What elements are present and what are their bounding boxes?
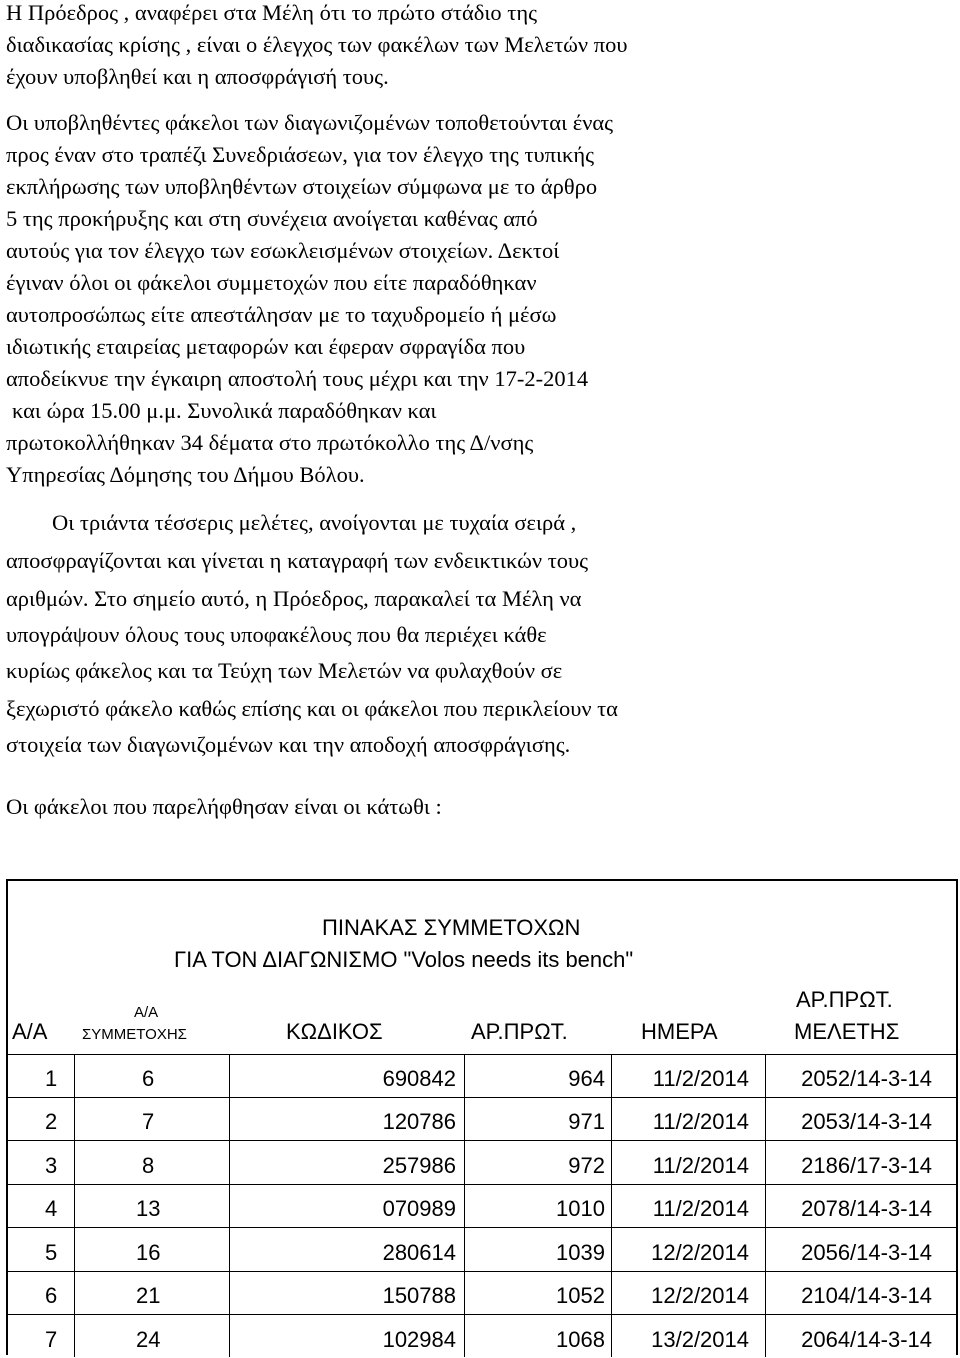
cell-imera: 12/2/2014 xyxy=(651,1283,749,1308)
cell-kodikos: 150788 xyxy=(382,1283,456,1308)
cell-aa-symmetoxis: 8 xyxy=(142,1153,155,1178)
cell-aa: 2 xyxy=(45,1109,58,1134)
cell-imera: 11/2/2014 xyxy=(652,1066,749,1091)
text-line: και ώρα 15.00 μ.μ. Συνολικά παραδόθηκαν και xyxy=(12,398,437,423)
text-line: Οι υποβληθέντες φάκελοι των διαγωνιζομένων τοποθετούνται ένας xyxy=(6,110,614,135)
cell-aa-symmetoxis: 6 xyxy=(142,1066,155,1091)
cell-ar-prot: 972 xyxy=(568,1153,605,1178)
cell-aa-symmetoxis: 21 xyxy=(136,1283,161,1308)
text-line: έχουν υποβληθεί και η αποσφράγισή τους. xyxy=(6,64,389,89)
text-line: κυρίως φάκελος και τα Τεύχη των Μελετών να φυλαχθούν σε xyxy=(6,658,563,683)
text-line: υπογράψουν όλους τους υποφακέλους που θα περιέχει κάθε xyxy=(6,622,547,647)
header-aa: Α/Α xyxy=(12,1019,48,1044)
cell-imera: 11/2/2014 xyxy=(652,1109,749,1134)
cell-kodikos: 070989 xyxy=(382,1196,456,1221)
cell-kodikos: 257986 xyxy=(382,1153,456,1178)
cell-kodikos: 280614 xyxy=(382,1240,456,1265)
cell-imera: 11/2/2014 xyxy=(652,1196,749,1221)
cell-ar-prot: 1010 xyxy=(556,1196,605,1221)
cell-ar-prot-meletis: 2056/14-3-14 xyxy=(801,1240,932,1265)
text-line: αυτοπροσώπως είτε απεστάλησαν με το ταχυδρομείο ή μέσω xyxy=(6,302,557,327)
cell-ar-prot: 964 xyxy=(568,1066,605,1091)
table-row xyxy=(8,1055,956,1098)
text-line: προς έναν στο τραπέζι Συνεδριάσεων, για τον έλεγχο της τυπικής xyxy=(6,142,595,167)
table-row xyxy=(8,1141,956,1184)
text-line: έγιναν όλοι οι φάκελοι συμμετοχών που είτε παραδόθηκαν xyxy=(6,270,537,295)
text-line: αποσφραγίζονται και γίνεται η καταγραφή των ενδεικτικών τους xyxy=(6,548,589,573)
cell-imera: 12/2/2014 xyxy=(651,1240,749,1265)
header-ar-prot-meletis-line1: ΑΡ.ΠΡΩΤ. xyxy=(796,987,893,1012)
paragraph-received-list-intro: Οι φάκελοι που παρελήφθησαν είναι οι κάτωθι : xyxy=(6,794,442,819)
text-line: ξεχωριστό φάκελο καθώς επίσης και οι φάκελοι που περικλείουν τα xyxy=(6,696,618,721)
header-aa-symmetoxis-line2: ΣΥΜΜΕΤΟΧΗΣ xyxy=(82,1026,187,1043)
cell-aa: 6 xyxy=(45,1283,58,1308)
cell-ar-prot-meletis: 2053/14-3-14 xyxy=(801,1109,932,1134)
header-kodikos: ΚΩΔΙΚΟΣ xyxy=(286,1019,383,1044)
participation-table xyxy=(6,879,958,1355)
text-line: εκπλήρωσης των υποβληθέντων στοιχείων σύμφωνα με το άρθρο xyxy=(6,174,598,199)
text-line: αριθμών. Στο σημείο αυτό, η Πρόεδρος, παρακαλεί τα Μέλη να xyxy=(6,586,582,611)
text-line: πρωτοκολλήθηκαν 34 δέματα στο πρωτόκολλο της Δ/νσης xyxy=(6,430,534,455)
table-row xyxy=(8,1185,956,1228)
cell-aa: 5 xyxy=(45,1240,58,1265)
cell-ar-prot-meletis: 2104/14-3-14 xyxy=(801,1283,932,1308)
header-imera: ΗΜΕΡΑ xyxy=(641,1019,718,1044)
table-title-line2: ΓΙΑ ΤΟΝ ΔΙΑΓΩΝΙΣΜΟ "Volos needs its bench" xyxy=(174,947,634,972)
table-title-line1: ΠΙΝΑΚΑΣ ΣΥΜΜΕΤΟΧΩΝ xyxy=(322,915,581,940)
cell-ar-prot-meletis: 2078/14-3-14 xyxy=(801,1196,932,1221)
text-line: στοιχεία των διαγωνιζομένων και την αποδοχή αποσφράγισης. xyxy=(6,732,571,757)
cell-kodikos: 690842 xyxy=(382,1066,456,1091)
text-line: Οι τριάντα τέσσερις μελέτες, ανοίγονται με τυχαία σειρά , xyxy=(52,510,577,535)
cell-aa: 1 xyxy=(45,1066,58,1091)
cell-imera: 13/2/2014 xyxy=(651,1327,749,1352)
cell-aa-symmetoxis: 16 xyxy=(136,1240,161,1265)
text-line: Υπηρεσίας Δόμησης του Δήμου Βόλου. xyxy=(6,462,365,487)
text-line: Η Πρόεδρος , αναφέρει στα Μέλη ότι το πρώτο στάδιο της xyxy=(6,0,538,25)
text-line: αποδείκνυε την έγκαιρη αποστολή τους μέχρι και την 17-2-2014 xyxy=(6,366,589,391)
text-line: αυτούς για τον έλεγχο των εσωκλεισμένων στοιχείων. Δεκτοί xyxy=(6,238,560,263)
cell-aa-symmetoxis: 24 xyxy=(136,1327,161,1352)
cell-ar-prot: 971 xyxy=(568,1109,605,1134)
header-ar-prot-meletis-line2: ΜΕΛΕΤΗΣ xyxy=(794,1019,900,1044)
cell-aa: 4 xyxy=(45,1196,58,1221)
cell-aa-symmetoxis: 7 xyxy=(142,1109,155,1134)
text-line: διαδικασίας κρίσης , είναι ο έλεγχος των φακέλων των Μελετών που xyxy=(6,32,628,57)
header-aa-symmetoxis-line1: Α/Α xyxy=(134,1004,159,1021)
cell-aa-symmetoxis: 13 xyxy=(136,1196,161,1221)
cell-imera: 11/2/2014 xyxy=(652,1153,749,1178)
text-line: ιδιωτικής εταιρείας μεταφορών και έφεραν σφραγίδα που xyxy=(6,334,526,359)
cell-kodikos: 120786 xyxy=(382,1109,456,1134)
text-line: 5 της προκήρυξης και στη συνέχεια ανοίγεται καθένας από xyxy=(6,206,538,231)
cell-kodikos: 102984 xyxy=(382,1327,456,1352)
table-row xyxy=(8,1315,956,1358)
cell-aa: 3 xyxy=(45,1153,58,1178)
cell-ar-prot: 1039 xyxy=(556,1240,605,1265)
table-row xyxy=(8,1272,956,1315)
table-row xyxy=(8,1228,956,1271)
cell-ar-prot: 1052 xyxy=(556,1283,605,1308)
cell-ar-prot-meletis: 2052/14-3-14 xyxy=(801,1066,932,1091)
cell-ar-prot-meletis: 2186/17-3-14 xyxy=(801,1153,932,1178)
table-row xyxy=(8,1098,956,1141)
cell-aa: 7 xyxy=(45,1327,58,1352)
cell-ar-prot: 1068 xyxy=(556,1327,605,1352)
cell-ar-prot-meletis: 2064/14-3-14 xyxy=(801,1327,932,1352)
header-ar-prot: ΑΡ.ΠΡΩΤ. xyxy=(471,1019,568,1044)
